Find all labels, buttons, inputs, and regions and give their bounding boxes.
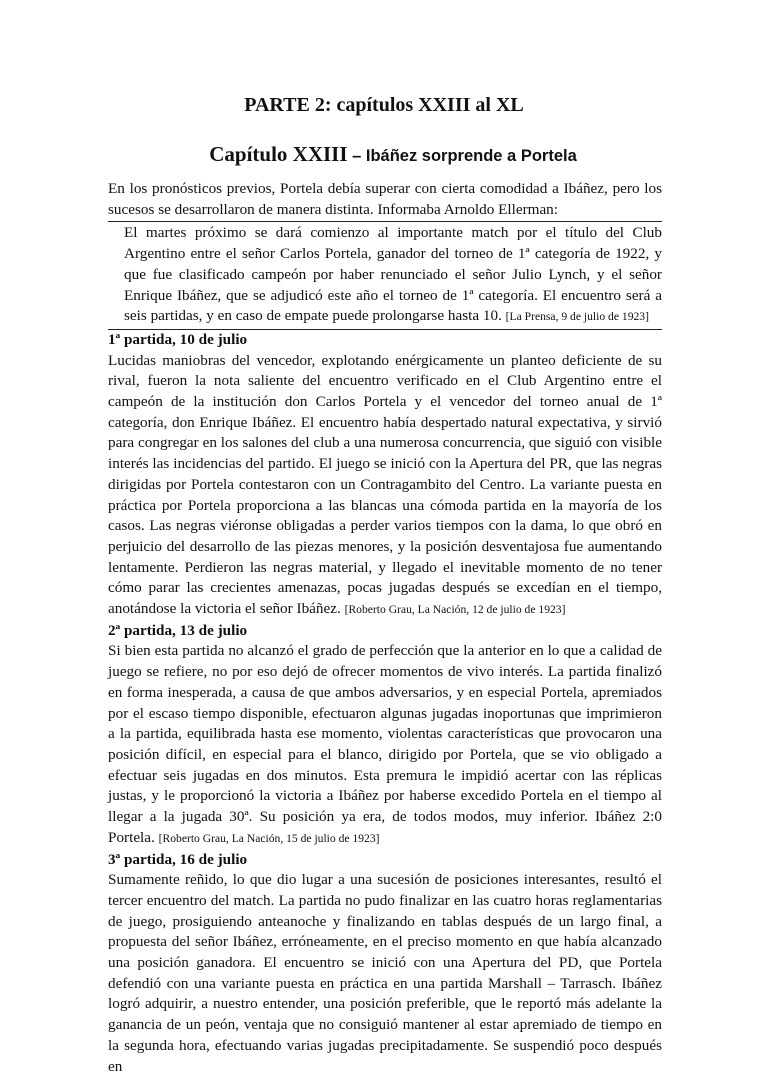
newspaper-quote bbox=[108, 222, 662, 330]
chapter-number: Capítulo XXIII bbox=[209, 142, 348, 166]
game-2-report bbox=[108, 641, 662, 849]
game-3-text: Sumamente reñido, lo que dio lugar a una sucesión de posiciones interesantes, resultó el tercer encuentro del match. La partida no pudo finalizar en las cuatro horas reglamentarias de juego, prosiguiendo anteanoche y finalizando en tablas después de un largo final, a propuesta del señor Ibáñez, erróneamente, en el preciso momento en que había alcanzado una posición ganadora. El encuentro se inició con una Apertura del PD, que Portela defendió con una variante puesta en práctica en una partida Marshall – Tarrasch. Ibáñez logró adquirir, a nuestro entender, una posición preferible, que le reportó más adelante la ganancia de un peón, ventaja que no consiguió mantener al estar apremiado de tiempo en la segunda hora, efectuando varias jugadas precipitadamente. Se suspendió poco después en bbox=[108, 871, 662, 1075]
game-2-heading: 2ª partida, 13 de julio bbox=[108, 621, 248, 639]
game-1-source: [Roberto Grau, La Nación, 12 de julio de 1923] bbox=[344, 603, 566, 617]
game-2-text: Si bien esta partida no alcanzó el grado de perfección que la anterior en lo que a calidad de juego se refiere, no por eso dejó de ofrecer momentos de vivo interés. La partida finalizó en forma inesperada, a causa de que ambos adversarios, y en especial Portela, apremiados por el escaso tiempo disponible, efectuaron algunas jugadas inoportunas que imprimieron a la partida, equilibrada hasta ese momento, violentas características que provocaron una posición difícil, en especial para el blanco, dirigido por Portela, que se vio obligado a efectuar seis jugadas en dos minutos. Esta premura le impidió acertar con las réplicas justas, y le proporcionó la victoria a Ibáñez por haberse excedido Portela en el tiempo al llegar a la jugada 30ª. Su posición ya era, de todos modos, muy inferior. Ibáñez 2:0 Portela. bbox=[108, 642, 662, 846]
game-1-report bbox=[108, 351, 662, 621]
chapter-subtitle: – Ibáñez sorprende a Portela bbox=[347, 147, 577, 165]
quote-text: El martes próximo se dará comienzo al importante match por el título del Club Argentino entre el señor Carlos Portela, ganador del torneo de 1ª categoría de 1922, y que fue clasificado campeón por haber renunciado el señor Julio Lynch, y el señor Enrique Ibáñez, que se adjudicó este año el torneo de 1ª categoría. El encuentro será a seis partidas, y en caso de empate puede prolongarse hasta 10. bbox=[124, 224, 662, 325]
part-title: PARTE 2: capítulos XXIII al XL bbox=[244, 94, 524, 116]
game-1-text: Lucidas maniobras del vencedor, explotando enérgicamente un planteo deficiente de su rival, fueron la nota saliente del encuentro verificado en el Club Argentino entre el campeón de la institución don Carlos Portela y el vencedor del torneo anual de 1ª categoría, don Enrique Ibáñez. El encuentro había despertado natural expectativa, y sirvió para congregar en los salones del club a una numerosa concurrencia, que siguió con visible interés las incidencias del partido. El juego se inició con la Apertura del PR, que las negras dirigidas por Portela contestaron con un Contragambito del Centro. La variante puesta en práctica por Portela proporciona a las blancas una cómoda partida en la mayoría de los casos. Las negras viéronse obligadas a perder varios tiempos con la dama, lo que obró en perjuicio del desarrollo de las piezas menores, y la posición desventajosa fue aumentando lentamente. Perdieron las negras material, y llegado el inevitable momento de no tener cómo parar las crecientes amenazas, pocas jugadas después se excedían en el tiempo, anotándose la victoria el señor Ibáñez. bbox=[108, 351, 662, 618]
game-3-heading: 3ª partida, 16 de julio bbox=[108, 850, 248, 868]
chapter-title bbox=[0, 140, 768, 170]
intro-paragraph: En los pronósticos previos, Portela debía superar con cierta comodidad a Ibáñez, pero los sucesos se desarrollaron de manera distinta. Informaba Arnoldo Ellerman: bbox=[108, 179, 662, 222]
game-2-source: [Roberto Grau, La Nación, 15 de julio de 1923] bbox=[158, 831, 380, 845]
quote-source: [La Prensa, 9 de julio de 1923] bbox=[505, 310, 649, 324]
game-3-report bbox=[108, 870, 662, 1077]
game-1-heading: 1ª partida, 10 de julio bbox=[108, 330, 248, 348]
chapter-body bbox=[108, 179, 662, 1077]
